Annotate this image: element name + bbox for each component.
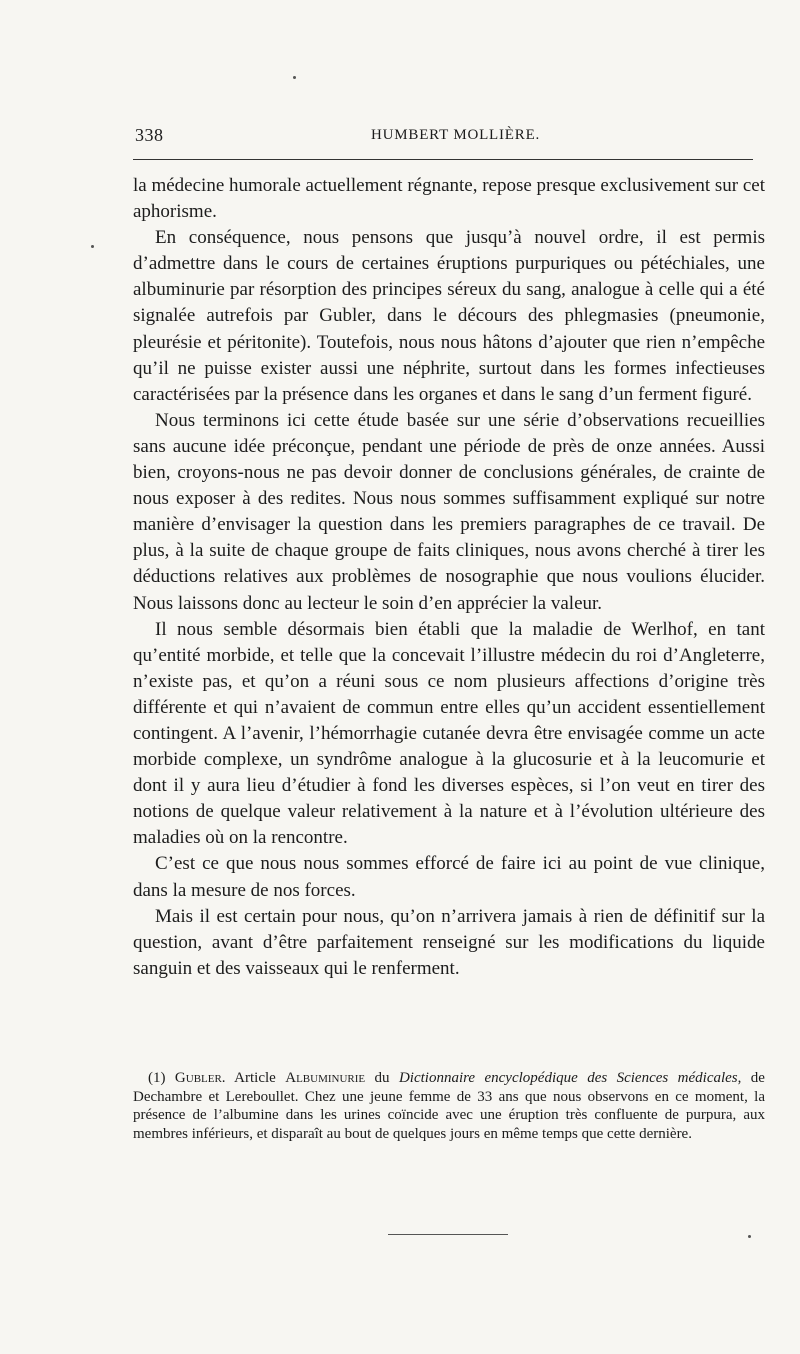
footnote bbox=[133, 1069, 765, 1143]
paragraph-5: C’est ce que nous nous sommes efforcé de faire ici au point de vue clinique, dans la mesure de nos forces. bbox=[133, 853, 765, 901]
paragraph-3: Nous terminons ici cette étude basée sur une série d’observations recueillies sans aucune idée préconçue, pendant une période de près de onze années. Aussi bien, croyons-nous ne pas devoir donner de conclusions générales, de crainte de nous exposer à des redites. Nous nous sommes suffisamment expliqué sur notre manière d’envisager la question dans les premiers paragraphes de ce travail. De plus, à la suite de chaque groupe de faits cliniques, nous avons cherché à tirer les déductions relatives aux problèmes de nosographie que nous voulions élucider. Nous laissons donc au lecteur le soin d’en apprécier la valeur. bbox=[133, 409, 765, 614]
footnote-article-title: Albuminurie bbox=[285, 1070, 366, 1086]
page-number: 338 bbox=[135, 125, 164, 145]
page-header bbox=[133, 125, 765, 151]
footnote-dictionary: Dictionnaire encyclopédique des Sciences médicales bbox=[398, 1070, 738, 1086]
footnote-rest: , de Dechambre et Lereboullet. Chez une jeune femme de 33 ans que nous observons en ce moment, la présence de l’albumine dans les urines coïncide avec une éruption très confluente de purpura, aux membres inférieurs, et disparaît au bout de quelques jours en même temps que cette dernière. bbox=[133, 1070, 765, 1142]
end-rule bbox=[388, 1234, 508, 1235]
main-text bbox=[133, 173, 765, 982]
print-speck bbox=[748, 1235, 751, 1238]
footnote-number: (1) bbox=[148, 1070, 166, 1086]
running-title: HUMBERT MOLLIÈRE. bbox=[371, 127, 541, 143]
header-rule bbox=[133, 159, 753, 160]
paragraph-2: En conséquence, nous pensons que jusqu’à nouvel ordre, il est permis d’admettre dans le cours de certaines éruptions purpuriques ou pétéchiales, une albuminurie par résorption des principes séreux du sang, analogue à celle qui a été signalée autrefois par Gubler, dans le décours des phlegmasies (pneumonie, pleurésie et péritonite). Toutefois, nous nous hâtons d’ajouter que rien n’empêche qu’il ne puisse exister aussi une néphrite, surtout dans les formes infectieuses caractérisées par la présence dans les organes et dans le sang d’un ferment figuré. bbox=[133, 227, 765, 405]
paragraph-4: Il nous semble désormais bien établi que la maladie de Werlhof, en tant qu’entité morbide, et telle que la concevait l’illustre médecin du roi d’Angleterre, n’existe pas, et qu’on a réuni sous ce nom plusieurs affections d’origine très différente et qui n’avaient de commun entre elles qu’un accident essentiellement contingent. A l’avenir, l’hémorrhagie cutanée devra être envisagée comme un acte morbide complexe, un syndrôme analogue à la glucosurie et à la leucomurie et dont il y aura lieu d’étudier à fond les diverses espèces, si l’on veut en tirer des notions de quelque valeur relativement à la nature et à l’évolution ultérieure des maladies où on la rencontre. bbox=[133, 618, 765, 849]
footnote-author: Gubler. bbox=[174, 1070, 226, 1086]
footnote-article-prefix: Article bbox=[234, 1070, 276, 1086]
print-speck bbox=[91, 245, 94, 248]
footnote-text bbox=[133, 1069, 765, 1143]
print-speck bbox=[293, 76, 296, 79]
paragraph-6: Mais il est certain pour nous, qu’on n’arrivera jamais à rien de définitif sur la question, avant d’être parfaitement renseigné sur les modifications du liquide sanguin et des vaisseaux qui le renferment. bbox=[133, 905, 765, 979]
footnote-du: du bbox=[374, 1070, 390, 1086]
paragraph-1: la médecine humorale actuellement régnante, repose presque exclusivement sur cet aphorisme. bbox=[133, 175, 766, 223]
